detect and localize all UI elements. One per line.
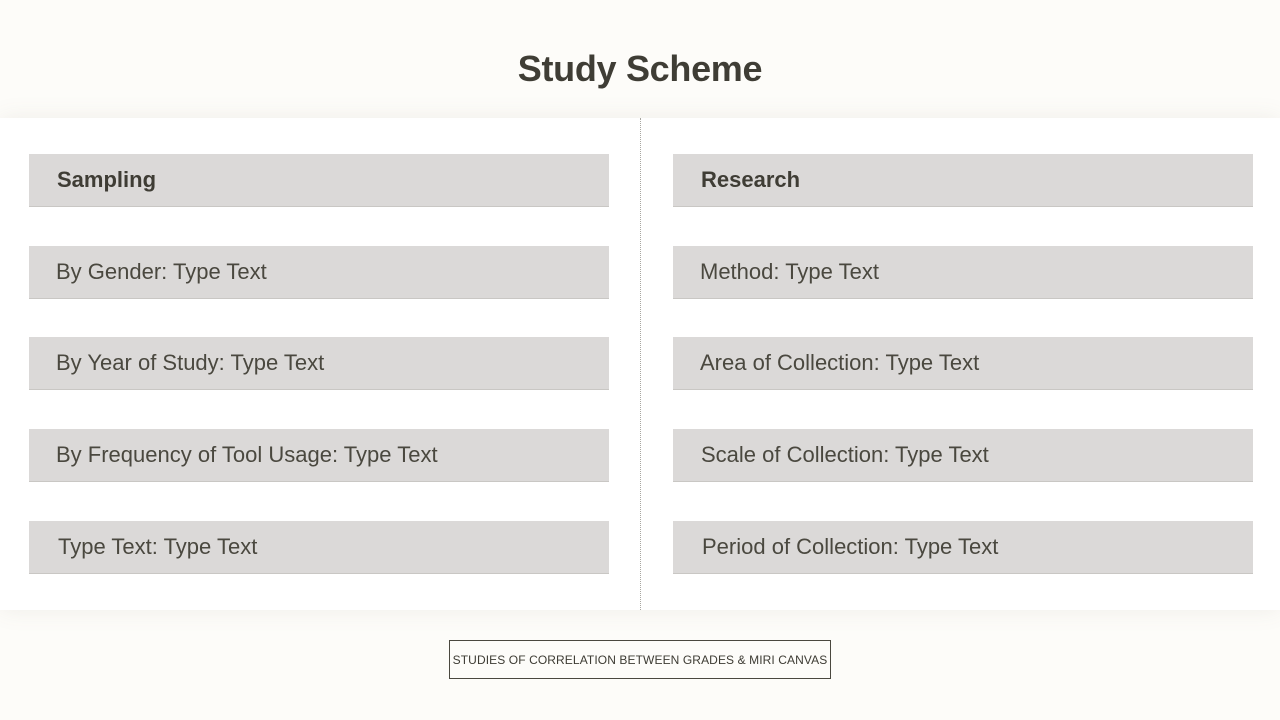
sampling-item-custom: Type Text: Type Text — [29, 521, 609, 573]
research-item-area: Area of Collection: Type Text — [673, 337, 1253, 389]
research-item-period: Period of Collection: Type Text — [673, 521, 1253, 573]
sampling-item-year: By Year of Study: Type Text — [29, 337, 609, 389]
research-item-method: Method: Type Text — [673, 246, 1253, 298]
research-header: Research — [673, 154, 1253, 206]
research-item-scale: Scale of Collection: Type Text — [673, 429, 1253, 481]
footer-caption: STUDIES OF CORRELATION BETWEEN GRADES & MIRI CANVAS — [449, 640, 831, 679]
page-title: Study Scheme — [517, 48, 763, 89]
column-divider — [640, 118, 641, 610]
sampling-item-frequency: By Frequency of Tool Usage: Type Text — [29, 429, 609, 481]
sampling-item-gender: By Gender: Type Text — [29, 246, 609, 298]
sampling-header: Sampling — [29, 154, 609, 206]
